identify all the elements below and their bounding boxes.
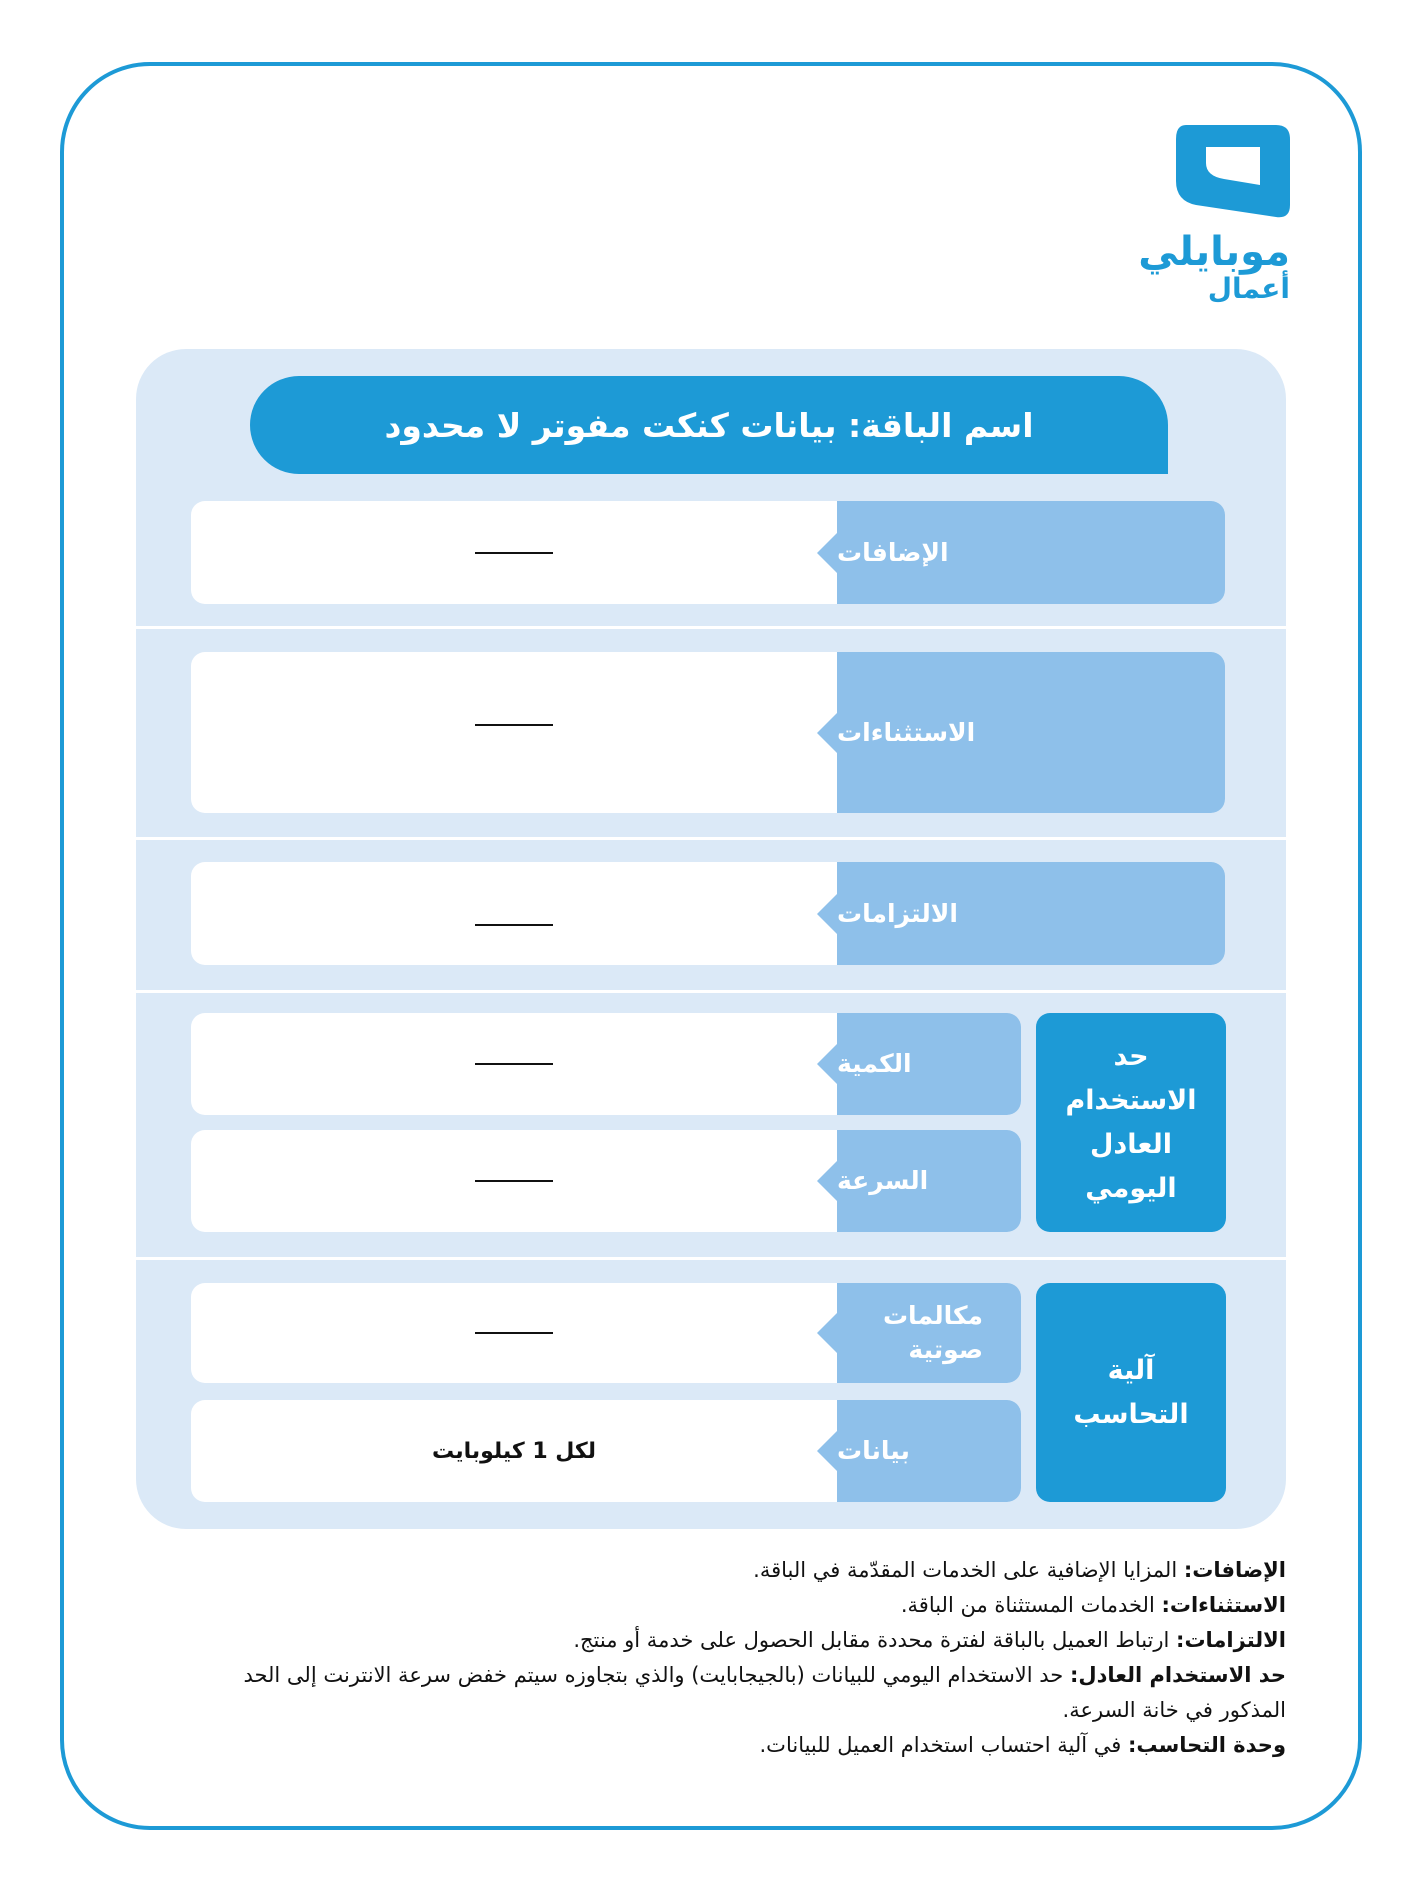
row-label: مكالمات صوتية	[837, 1283, 1021, 1383]
group-billing-label: آلية التحاسب	[1073, 1354, 1189, 1430]
row-value: لكل 1 كيلوبايت	[432, 1438, 596, 1464]
brand-name: موبايلي	[1138, 229, 1290, 275]
row-value	[191, 501, 837, 604]
note-term: حد الاستخدام العادل:	[1069, 1663, 1286, 1687]
empty-dash	[475, 724, 553, 726]
mobily-business-logo	[1138, 125, 1290, 305]
row-label: الالتزامات	[837, 862, 1225, 965]
note-term: وحدة التحاسب:	[1128, 1733, 1286, 1757]
row-commitments	[191, 862, 1225, 965]
note-term: الالتزامات:	[1176, 1628, 1286, 1652]
row-value	[191, 1283, 837, 1383]
plan-title	[250, 376, 1168, 474]
row-value	[191, 1130, 837, 1232]
group-fair-use	[1036, 1013, 1226, 1232]
brand-sub: أعمال	[1207, 272, 1290, 305]
empty-dash	[475, 1332, 553, 1334]
row-speed	[191, 1130, 1021, 1232]
note-item	[190, 1588, 1286, 1623]
row-label: السرعة	[837, 1130, 1021, 1232]
group-fair-use-label: حد الاستخدام العادل اليومي	[1065, 1040, 1197, 1204]
note-item	[190, 1553, 1286, 1588]
row-label: الكمية	[837, 1013, 1021, 1115]
empty-dash	[475, 924, 553, 926]
row-voice-calls	[191, 1283, 1021, 1383]
definitions-notes	[190, 1553, 1286, 1763]
note-term: الاستثناءات:	[1161, 1593, 1286, 1617]
row-value	[191, 1013, 837, 1115]
note-text: حد الاستخدام اليومي للبيانات (بالجيجابايت) والذي بتجاوزه سيتم خفض سرعة الانترنت إلى الحد المذكور في خانة السرعة.	[243, 1663, 1286, 1722]
note-item	[190, 1658, 1286, 1728]
row-data	[191, 1400, 1021, 1502]
row-additions	[191, 501, 1225, 604]
row-exclusions	[191, 652, 1225, 813]
mobily-logo-mark-icon	[1172, 125, 1290, 225]
note-item	[190, 1623, 1286, 1658]
empty-dash	[475, 1063, 553, 1065]
note-item	[190, 1728, 1286, 1763]
note-text: في آلية احتساب استخدام العميل للبيانات.	[759, 1733, 1129, 1757]
empty-dash	[475, 1180, 553, 1182]
note-text: ارتباط العميل بالباقة لفترة محددة مقابل الحصول على خدمة أو منتج.	[573, 1628, 1177, 1652]
row-label: الاستثناءات	[837, 652, 1225, 813]
row-separator	[136, 626, 1286, 629]
row-separator	[136, 837, 1286, 840]
row-label: الإضافات	[837, 501, 1225, 604]
note-term: الإضافات:	[1183, 1558, 1286, 1582]
empty-dash	[475, 552, 553, 554]
row-separator	[136, 1257, 1286, 1260]
group-billing	[1036, 1283, 1226, 1502]
row-quantity	[191, 1013, 1021, 1115]
row-value	[191, 862, 837, 965]
row-separator	[136, 990, 1286, 993]
note-text: الخدمات المستثناة من الباقة.	[900, 1593, 1162, 1617]
note-text: المزايا الإضافية على الخدمات المقدّمة في الباقة.	[753, 1558, 1184, 1582]
row-label: بيانات	[837, 1400, 1021, 1502]
row-value	[191, 652, 837, 813]
plan-title-text: اسم الباقة: بيانات كنكت مفوتر لا محدود	[384, 405, 1034, 445]
